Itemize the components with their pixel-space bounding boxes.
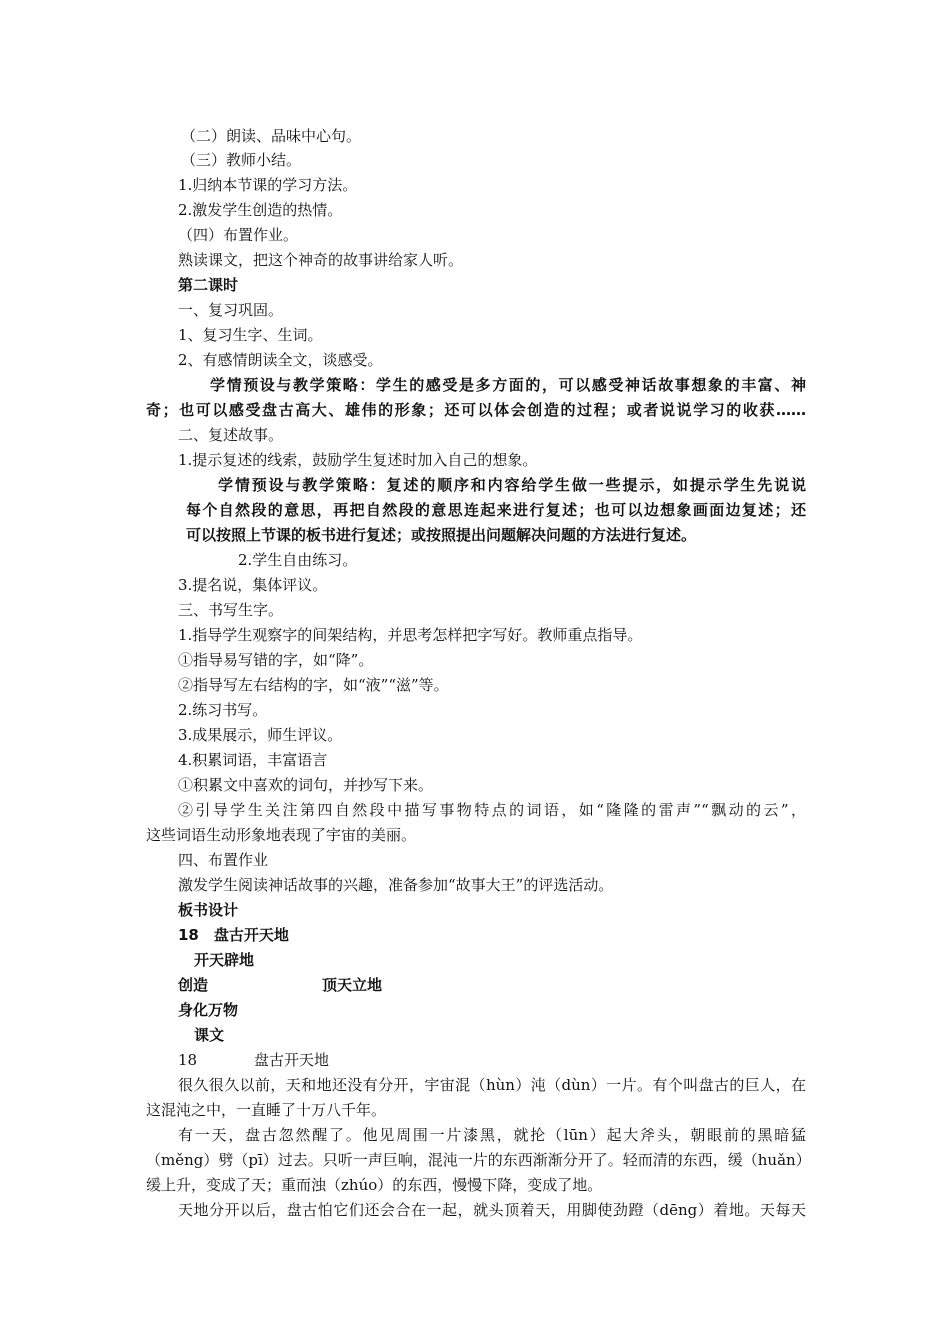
line-2: （三）教师小结。: [181, 151, 302, 169]
board-item-create: 创造: [178, 976, 209, 994]
line-9: 1、复习生字、生词。: [178, 326, 323, 344]
line-27: ①积累文中喜欢的词句，并抄写下来。: [178, 776, 434, 794]
line-18: 2.学生自由练习。: [238, 551, 358, 569]
line-22: ①指导易写错的字，如“降”。: [178, 651, 374, 669]
line-24: 2.练习书写。: [178, 701, 268, 719]
line-25: 3.成果展示，师生评议。: [178, 726, 343, 744]
text-number: 18: [178, 1051, 198, 1069]
line-14: 1.提示复述的线索，鼓励学生复述时加入自己的想象。: [178, 451, 538, 469]
strategy-note-1-line-2: 奇；也可以感受盘古高大、雄伟的形象；还可以体会创造的过程；或者说说学习的收获……: [146, 401, 806, 419]
strategy-note-2-line-1: 学情预设与教学策略：复述的顺序和内容给学生做一些提示，如提示学生先说说: [218, 476, 806, 494]
line-26: 4.积累词语，丰富语言: [178, 751, 328, 769]
text-title: 盘古开天地: [254, 1051, 330, 1069]
strategy-note-2-line-2: 每个自然段的意思，再把自然段的意思连起来进行复述；也可以边想象画面边复述；还: [186, 501, 806, 519]
story-line-2: 这混沌之中，一直睡了十万八千年。: [146, 1101, 387, 1119]
board-item-hold-up-sky: 顶天立地: [322, 976, 383, 994]
line-5: （四）布置作业。: [178, 226, 299, 244]
strategy-note-1-line-1: 学情预设与教学策略：学生的感受是多方面的，可以感受神话故事想象的丰富、神: [210, 376, 806, 394]
line-10: 2、有感情朗读全文，谈感受。: [178, 351, 383, 369]
line-6: 熟读课文，把这个神奇的故事讲给家人听。: [178, 251, 464, 269]
story-line-6: 天地分开以后，盘古怕它们还会合在一起，就头顶着天，用脚使劲蹬（dēng）着地。天每天: [178, 1201, 806, 1219]
line-29: 这些词语生动形象地表现了宇宙的美丽。: [146, 826, 417, 844]
line-13: 二、复述故事。: [178, 426, 284, 444]
line-3: 1.归纳本节课的学习方法。: [178, 176, 358, 194]
line-19: 3.提名说，集体评议。: [178, 576, 328, 594]
text-section-heading: 课文: [194, 1026, 225, 1044]
strategy-note-2-line-3: 可以按照上节课的板书进行复述；或按照提出问题解决问题的方法进行复述。: [186, 526, 697, 544]
line-8: 一、复习巩固。: [178, 301, 284, 319]
board-design-heading: 板书设计: [178, 901, 239, 919]
story-line-3: 有一天，盘古忽然醒了。他见周围一片漆黑，就抡（lūn）起大斧头，朝眼前的黑暗猛: [178, 1126, 806, 1144]
board-item-body-becomes-all: 身化万物: [178, 1001, 239, 1019]
line-28: ②引导学生关注第四自然段中描写事物特点的词语，如“隆隆的雷声”“飘动的云”，: [178, 801, 806, 819]
line-31: 激发学生阅读神话故事的兴趣，准备参加“故事大王”的评选活动。: [178, 876, 614, 894]
line-21: 1.指导学生观察字的间架结构，并思考怎样把字写好。教师重点指导。: [178, 626, 643, 644]
story-line-5: 缓上升，变成了天；重而浊（zhúo）的东西，慢慢下降，变成了地。: [146, 1176, 603, 1194]
line-23: ②指导写左右结构的字，如“液”“滋”等。: [178, 676, 449, 694]
board-item-open-heaven-earth: 开天辟地: [194, 951, 255, 969]
line-4: 2.激发学生创造的热情。: [178, 201, 343, 219]
line-1: （二）朗读、品味中心句。: [181, 127, 362, 145]
line-30: 四、布置作业: [178, 851, 269, 869]
story-line-4: （měng）劈（pī）过去。只听一声巨响，混沌一片的东西渐渐分开了。轻而清的东西，缓（huǎn）: [146, 1151, 811, 1169]
section-heading-second-lesson: 第二课时: [178, 276, 239, 294]
board-title: 18 盘古开天地: [178, 926, 289, 944]
line-20: 三、书写生字。: [178, 601, 284, 619]
story-line-1: 很久很久以前，天和地还没有分开，宇宙混（hùn）沌（dùn）一片。有个叫盘古的巨人，在: [178, 1076, 806, 1094]
